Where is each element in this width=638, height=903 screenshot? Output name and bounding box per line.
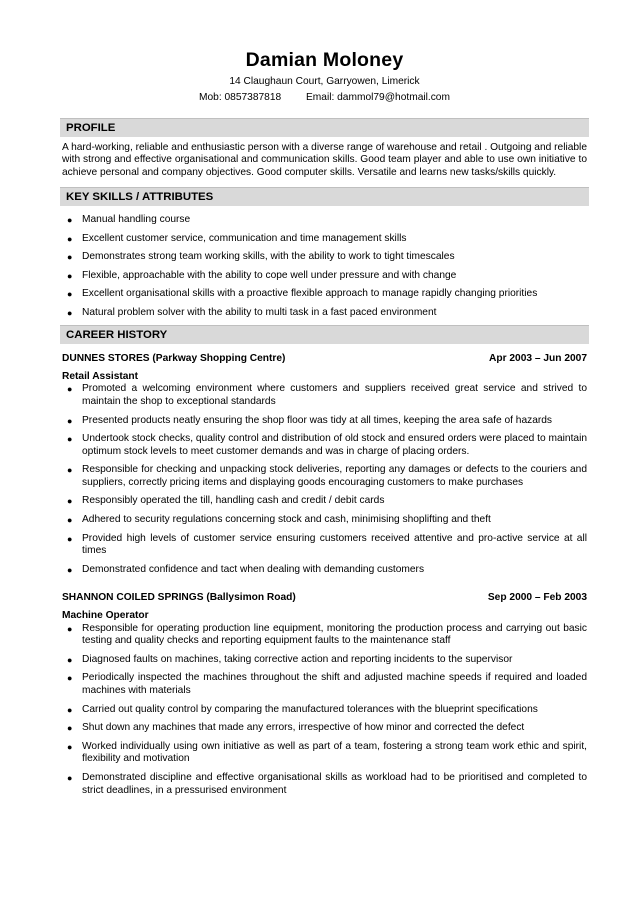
- list-item: ● Demonstrates strong team working skills, with the ability to work to tight timescales: [67, 251, 455, 263]
- list-item: ● Presented products neatly ensuring the shop floor was tidy at all times, keeping the area safe of hazards: [67, 414, 553, 426]
- job-dates: Apr 2003 – Jun 2007: [489, 353, 587, 365]
- list-item: ● Diagnosed faults on machines, taking corrective action and reporting incidents to the supervisor: [67, 653, 513, 665]
- skills-list: [62, 214, 587, 319]
- bullet-icon: ●: [67, 654, 73, 665]
- list-item: ● Excellent customer service, communication and time management skills: [67, 232, 407, 244]
- list-item: ● Excellent organisational skills with a proactive flexible approach to manage rapidly changing priorities: [67, 288, 538, 300]
- list-item: ● Worked individually using own initiative as well as part of a team, fostering a strong team work ethic and spirit, flexibility and motivation: [67, 740, 587, 765]
- email-address: Email: dammol79@hotmail.com: [306, 92, 450, 103]
- address-line: 14 Claughaun Court, Garryowen, Limerick: [229, 76, 420, 87]
- job-header: [62, 353, 587, 366]
- list-item: ● Flexible, approachable with the ability to cope well under pressure and with change: [67, 269, 457, 281]
- career-heading: CAREER HISTORY: [60, 325, 589, 344]
- bullet-icon: ●: [67, 673, 73, 684]
- employer-name: SHANNON COILED SPRINGS (Ballysimon Road): [62, 592, 296, 604]
- bullet-icon: ●: [67, 434, 73, 445]
- cv-page: [62, 0, 587, 803]
- bullet-icon: ●: [67, 623, 73, 634]
- list-item: ● Adhered to security regulations concerning stock and cash, minimising shoplifting and theft: [67, 514, 491, 526]
- profile-heading: PROFILE: [60, 118, 589, 137]
- list-item: ● Demonstrated discipline and effective organisational skills as workload had to be prioritised and completed to strict deadlines, in a pressurised environment: [67, 771, 587, 796]
- employer-name: DUNNES STORES (Parkway Shopping Centre): [62, 353, 286, 365]
- bullet-icon: ●: [67, 723, 73, 734]
- bullet-icon: ●: [67, 415, 73, 426]
- bullet-icon: ●: [67, 564, 73, 575]
- list-item: ● Undertook stock checks, quality control and distribution of old stock and ensured orders were placed to maintain optimum stock levels to meet customer demands and was in charge of placing orders.: [67, 433, 587, 457]
- job-header: [62, 592, 587, 605]
- job-dates: Sep 2000 – Feb 2003: [487, 592, 587, 604]
- list-item: ● Natural problem solver with the ability to multi task in a fast paced environment: [67, 306, 437, 318]
- bullet-icon: ●: [67, 307, 73, 318]
- list-item: ● Manual handling course: [67, 214, 191, 226]
- job-title: Machine Operator: [62, 610, 149, 622]
- bullet-icon: ●: [67, 233, 73, 244]
- list-item: ● Carried out quality control by comparing the manufactured tolerances with the blueprint specifications: [67, 703, 538, 715]
- profile-text: A hard-working, reliable and enthusiastic person with a diverse range of warehouse and retail . Outgoing and reliable with strong and effective organisational and communication skills. Good team player and able to use own initiative to achieve personal and company objectives. Good computer skills. Versatile and learns new tasks/skills quickly.: [62, 142, 587, 178]
- bullet-icon: ●: [67, 533, 73, 544]
- mobile-number: Mob: 0857387818: [199, 92, 282, 103]
- bullet-icon: ●: [67, 741, 73, 752]
- list-item: ● Promoted a welcoming environment where customers and suppliers received great service and strived to maintain the shop to exceptional standards: [67, 383, 587, 407]
- list-item: ● Responsible for checking and unpacking stock deliveries, reporting any damages or defects to the couriers and suppliers, correctly pricing items and displaying goods encouraging customers to make purchases: [67, 464, 587, 488]
- bullet-icon: ●: [67, 704, 73, 715]
- job-title: Retail Assistant: [62, 370, 139, 382]
- contact-line: [62, 92, 587, 104]
- bullet-icon: ●: [67, 270, 73, 281]
- bullet-icon: ●: [67, 496, 73, 507]
- list-item: ● Responsibly operated the till, handling cash and credit / debit cards: [67, 495, 385, 507]
- list-item: ● Shut down any machines that made any errors, irrespective of how minor and corrected the defect: [67, 722, 525, 734]
- bullet-icon: ●: [67, 515, 73, 526]
- list-item: ● Responsible for operating production line equipment, monitoring the production process and carrying out basic testing and quality checks and reporting equipment faults to the maintenance staff: [67, 622, 587, 647]
- duties-list: [62, 623, 587, 798]
- bullet-icon: ●: [67, 465, 73, 476]
- bullet-icon: ●: [67, 289, 73, 300]
- list-item: ● Periodically inspected the machines throughout the shift and adjusted machine speeds if required and loaded machines with materials: [67, 672, 587, 696]
- bullet-icon: ●: [67, 215, 73, 226]
- skills-heading: KEY SKILLS / ATTRIBUTES: [60, 187, 589, 206]
- candidate-name: Damian Moloney: [245, 49, 404, 71]
- bullet-icon: ●: [67, 252, 73, 263]
- bullet-icon: ●: [67, 772, 73, 783]
- list-item: ● Demonstrated confidence and tact when dealing with demanding customers: [67, 563, 425, 575]
- duties-list: [62, 383, 587, 576]
- list-item: ● Provided high levels of customer service ensuring customers received attentive and pro-active service at all times: [67, 532, 587, 557]
- bullet-icon: ●: [67, 384, 73, 395]
